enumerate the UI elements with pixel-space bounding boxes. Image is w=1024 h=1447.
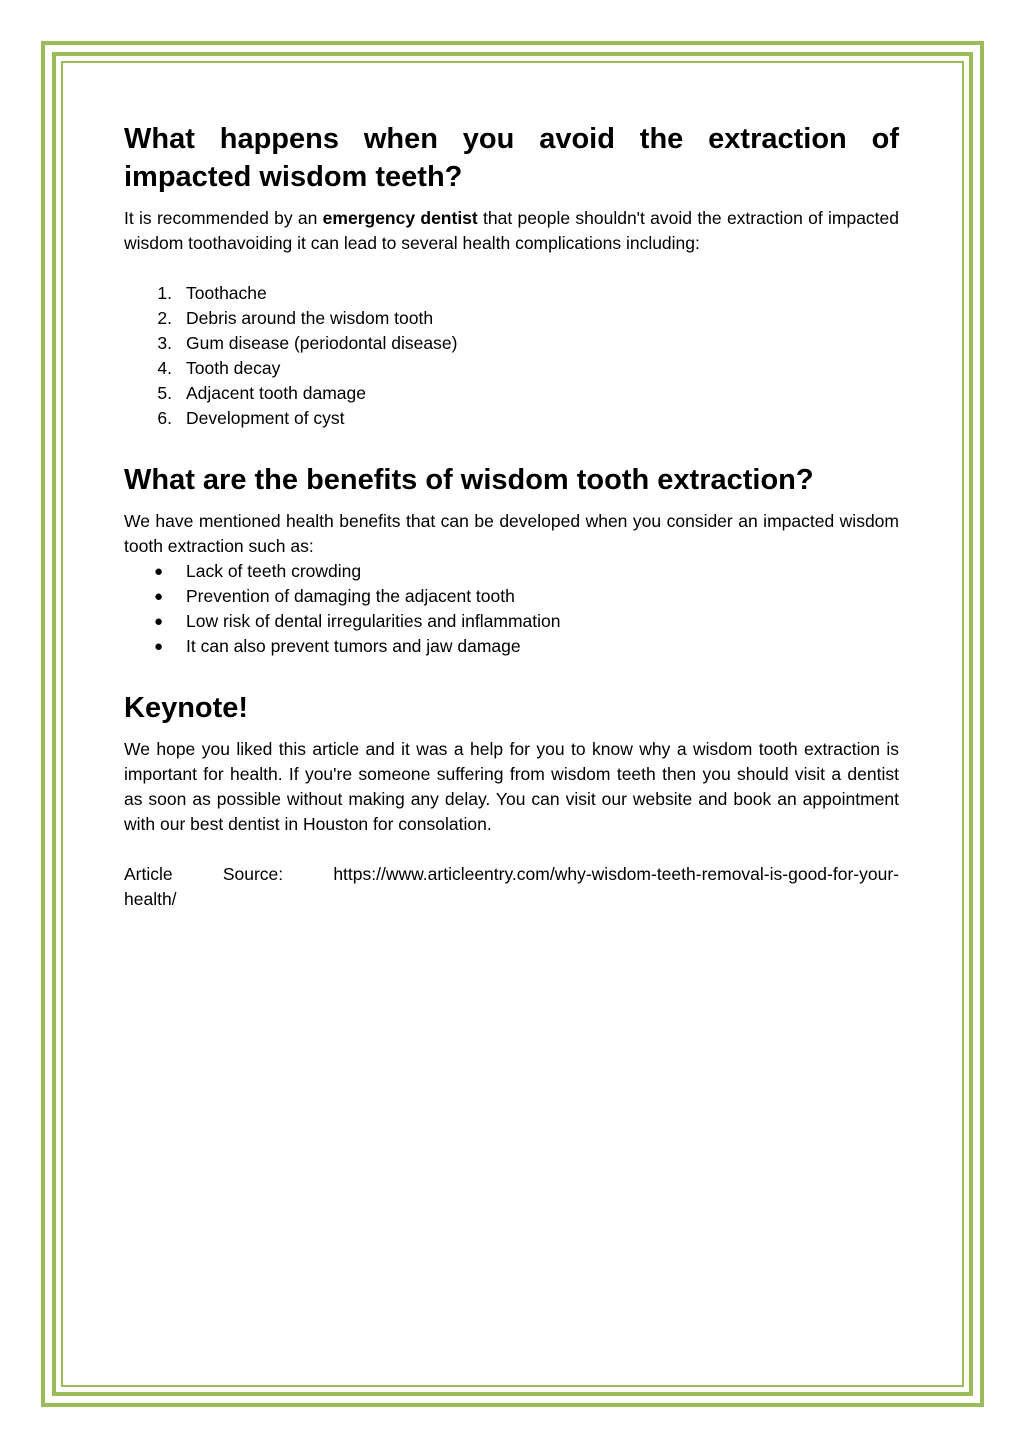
- benefits-list: [124, 559, 899, 659]
- list-item: [124, 634, 899, 659]
- emergency-dentist-highlight: emergency dentist: [322, 208, 478, 228]
- bullet-icon: ●: [154, 563, 164, 580]
- list-item: [124, 584, 899, 609]
- section2-intro: We have mentioned health benefits that can be developed when you consider an impacted wisdom tooth extraction such as:: [124, 511, 899, 556]
- list-item: [124, 381, 899, 406]
- list-item-text: It can also prevent tumors and jaw damage: [186, 636, 521, 656]
- list-number: 4.: [157, 358, 172, 378]
- keynote-body: We hope you liked this article and it was a help for you to know why a wisdom tooth extraction is important for health. If you're someone suffering from wisdom teeth then you should visit a dentist as soon as possible without making any delay. You can visit our website and book an appointment with our best dentist in Houston for consolation.: [124, 739, 899, 834]
- list-number: 6.: [157, 408, 172, 428]
- list-item-text: Tooth decay: [186, 358, 281, 378]
- source-label-source: Source:: [222, 864, 284, 884]
- source-url[interactable]: https://www.articleentry.com/why-wisdom-teeth-removal-is-good-for-your-: [333, 864, 899, 884]
- intro-text-after: that people shouldn't avoid the extraction of impacted wisdom toothavoiding it can lead to several health complications including:: [124, 208, 900, 253]
- section3-heading: Keynote!: [124, 692, 249, 724]
- list-item: [124, 609, 899, 634]
- source-url-continued[interactable]: health/: [124, 889, 177, 909]
- document-body: [124, 120, 899, 912]
- section1-heading-continued: [124, 158, 899, 196]
- list-item: [124, 406, 899, 431]
- complications-list: [124, 281, 899, 431]
- list-item-text: Lack of teeth crowding: [186, 561, 362, 581]
- list-item: [124, 281, 899, 306]
- list-item: [124, 306, 899, 331]
- bullet-icon: ●: [154, 588, 164, 605]
- list-item-text: Gum disease (periodontal disease): [186, 333, 458, 353]
- list-item-text: Prevention of damaging the adjacent tooth: [186, 586, 515, 606]
- section2-heading: What are the benefits of wisdom tooth extraction?: [124, 464, 814, 496]
- list-number: 5.: [157, 383, 172, 403]
- list-item-text: Toothache: [186, 283, 267, 303]
- list-item: [124, 559, 899, 584]
- list-item: [124, 331, 899, 356]
- list-item: [124, 356, 899, 381]
- section1-heading: [124, 120, 899, 158]
- list-number: 3.: [157, 333, 172, 353]
- list-number: 2.: [157, 308, 172, 328]
- section1-intro: [124, 206, 899, 256]
- list-item-text: Development of cyst: [186, 408, 345, 428]
- list-item-text: Low risk of dental irregularities and inflammation: [186, 611, 561, 631]
- section1-heading-line2: impacted wisdom teeth?: [124, 161, 463, 193]
- article-source: [124, 862, 899, 887]
- list-item-text: Adjacent tooth damage: [186, 383, 366, 403]
- bullet-icon: ●: [154, 613, 164, 630]
- bullet-icon: ●: [154, 638, 164, 655]
- section1-heading-line1: What happens when you avoid the extraction of: [124, 123, 899, 155]
- list-item-text: Debris around the wisdom tooth: [186, 308, 434, 328]
- source-label-article: Article: [124, 864, 173, 884]
- list-number: 1.: [157, 283, 172, 303]
- intro-text-before: It is recommended by an: [124, 208, 323, 228]
